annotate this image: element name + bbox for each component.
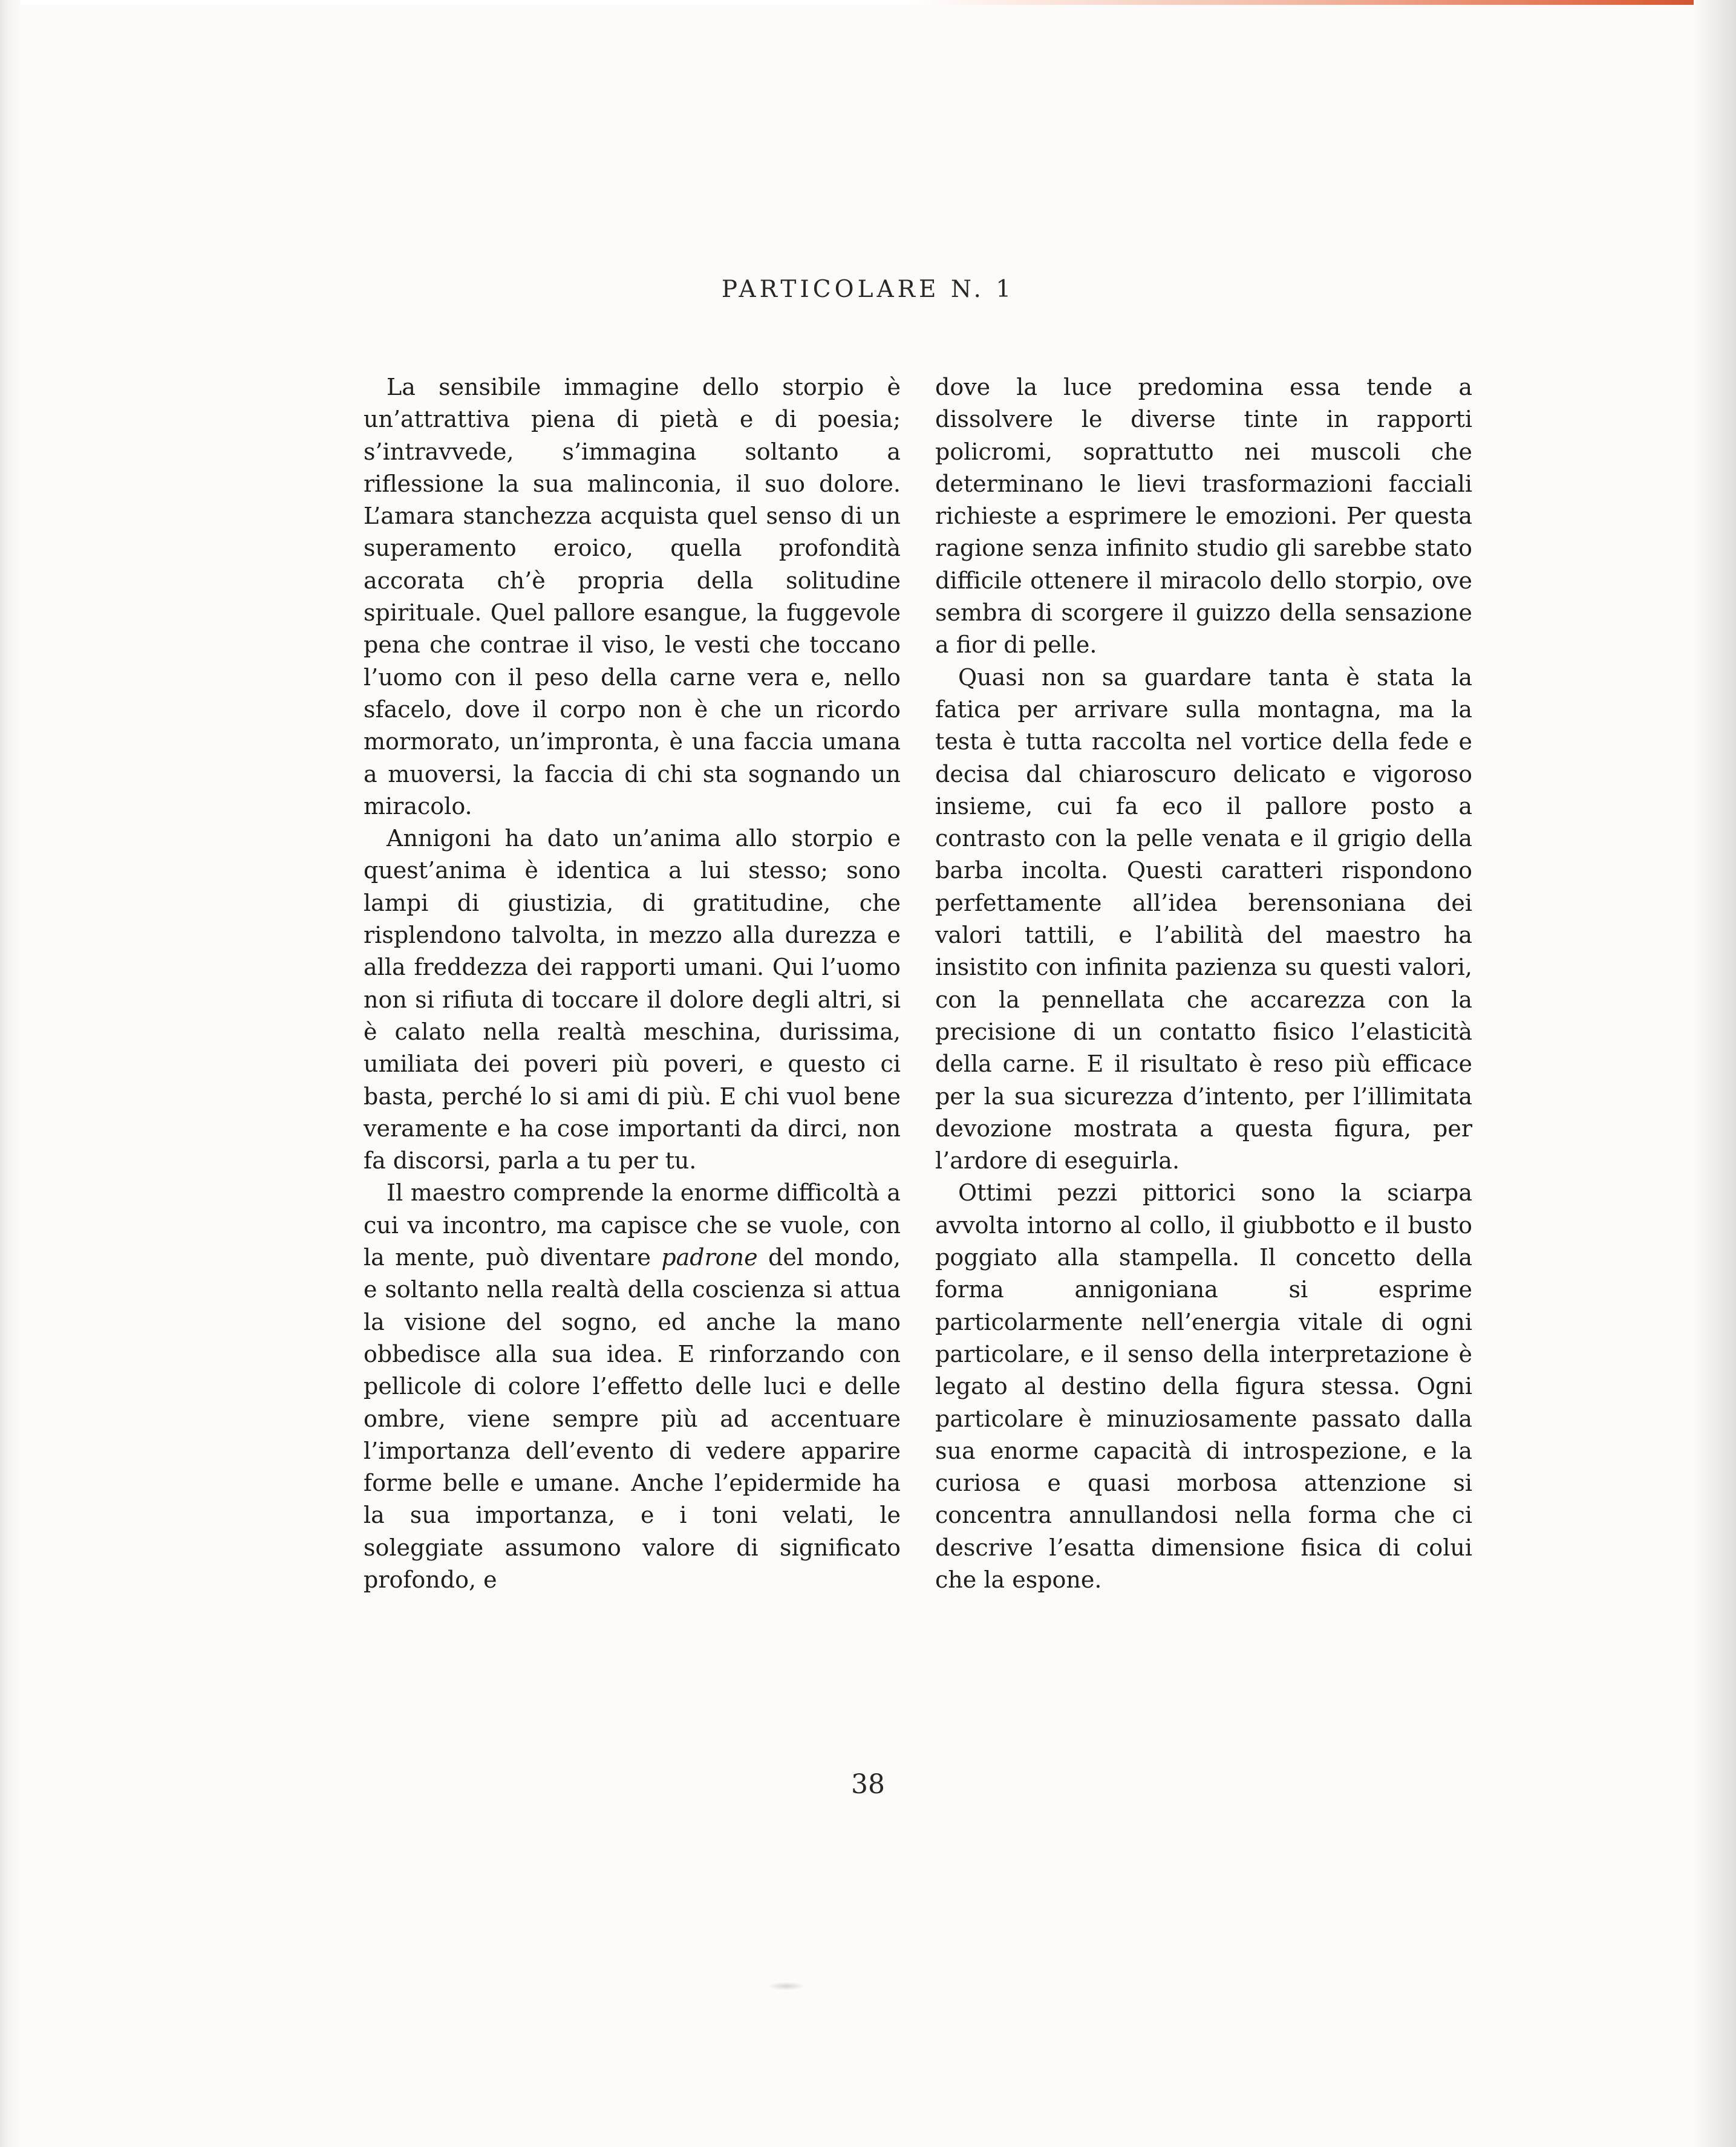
emphasized-word: padrone xyxy=(661,1244,758,1271)
paragraph: Quasi non sa guardare tanta è stata la fatica per arrivare sulla montagna, ma la testa è tutta raccolta nel vortice della fede e decisa dal chiaroscuro delicato e vigoroso insieme, cui fa eco il pallore posto a contrasto con la pelle venata e il grigio della barba incolta. Questi caratteri rispondono perfettamente all’idea berensoniana dei valori tattili, e l’abilità del maestro ha insistito con infinita pazienza su questi valori, con la pennellata che accarezza con la precisione di un contatto fisico l’elasticità della carne. E il risultato è reso più efficace per la sua sicurezza d’intento, per l’illimitata devozione mostrata a questa figura, per l’ardore di eseguirla. xyxy=(935,663,1472,1174)
page-gutter-shadow xyxy=(0,0,21,2147)
paragraph-continued: dove la luce predomina essa tende a dissolvere le diverse tinte in rapporti policromi, soprattutto nei muscoli che determinano le lievi trasformazioni facciali richieste a esprimere le emozioni. Per questa ragione senza infinito studio gli sarebbe stato difficile ottenere il miracolo dello storpio, ove sembra di scorgere il guizzo della sensazione a fior di pelle. xyxy=(935,374,1472,659)
text-column-left xyxy=(364,371,901,1596)
page-title: PARTICOLARE N. 1 xyxy=(721,276,1015,303)
paragraph-text: del mondo, e soltanto nella realtà della coscienza si attua la visione del sogno, ed anche la mano obbedisce alla sua idea. E rinforzando con pellicole di colore l’effetto delle luci e delle ombre, viene sempre più ad accentuare l’importanza dell’evento di vedere apparire forme belle e umane. Anche l’epidermide ha la sua importanza, e i toni velati, le soleggiate assumono valore di significato profondo, e xyxy=(364,1244,901,1593)
paragraph-text: Il maestro comprende la enorme difficoltà a cui va incontro, ma capisce che se vuole, con la mente, può diventare xyxy=(364,1179,901,1271)
paper-smudge xyxy=(768,1982,804,1990)
text-column-right xyxy=(935,371,1472,1596)
paragraph: La sensibile immagine dello storpio è un’attrattiva piena di pietà e di poesia; s’intravvede, s’immagina soltanto a riflessione la sua malinconia, il suo dolore. L’amara stanchezza acquista quel senso di un superamento eroico, quella profondità accorata ch’è propria della solitudine spirituale. Quel pallore esangue, la fuggevole pena che contrae il viso, le vesti che toccano l’uomo con il peso della carne vera e, nello sfacelo, dove il corpo non è che un ricordo mormorato, un’impronta, è una faccia umana a muoversi, la faccia di chi sta sognando un miracolo. xyxy=(364,374,901,819)
page-number: 38 xyxy=(851,1769,885,1800)
paragraph: Ottimi pezzi pittorici sono la sciarpa avvolta intorno al collo, il giubbotto e il busto poggiato alla stampella. Il concetto della forma annigoniana si esprime particolarmente nell’energia vitale di ogni particolare, e il senso della interpretazione è legato al destino della figura stessa. Ogni particolare è minuziosamente passato dalla sua enorme capacità di introspezione, e la curiosa e quasi morbosa attenzione si concentra annullandosi nella forma che ci descrive l’esatta dimensione fisica di colui che la espone. xyxy=(935,1179,1472,1593)
paragraph xyxy=(364,1177,901,1596)
paragraph: Annigoni ha dato un’anima allo storpio e quest’anima è identica a lui stesso; sono lampi di giustizia, di gratitudine, che risplendono talvolta, in mezzo alla durezza e alla freddezza dei rapporti umani. Qui l’uomo non si rifiuta di toccare il dolore degli altri, si è calato nella realtà meschina, durissima, umiliata dei poveri più poveri, e questo ci basta, perché lo si ami di più. E chi vuol bene veramente e ha cose importanti da dirci, non fa discorsi, parla a tu per tu. xyxy=(364,825,901,1174)
book-edge-strip xyxy=(0,0,1736,5)
page-fore-edge-shadow xyxy=(1694,0,1736,2147)
